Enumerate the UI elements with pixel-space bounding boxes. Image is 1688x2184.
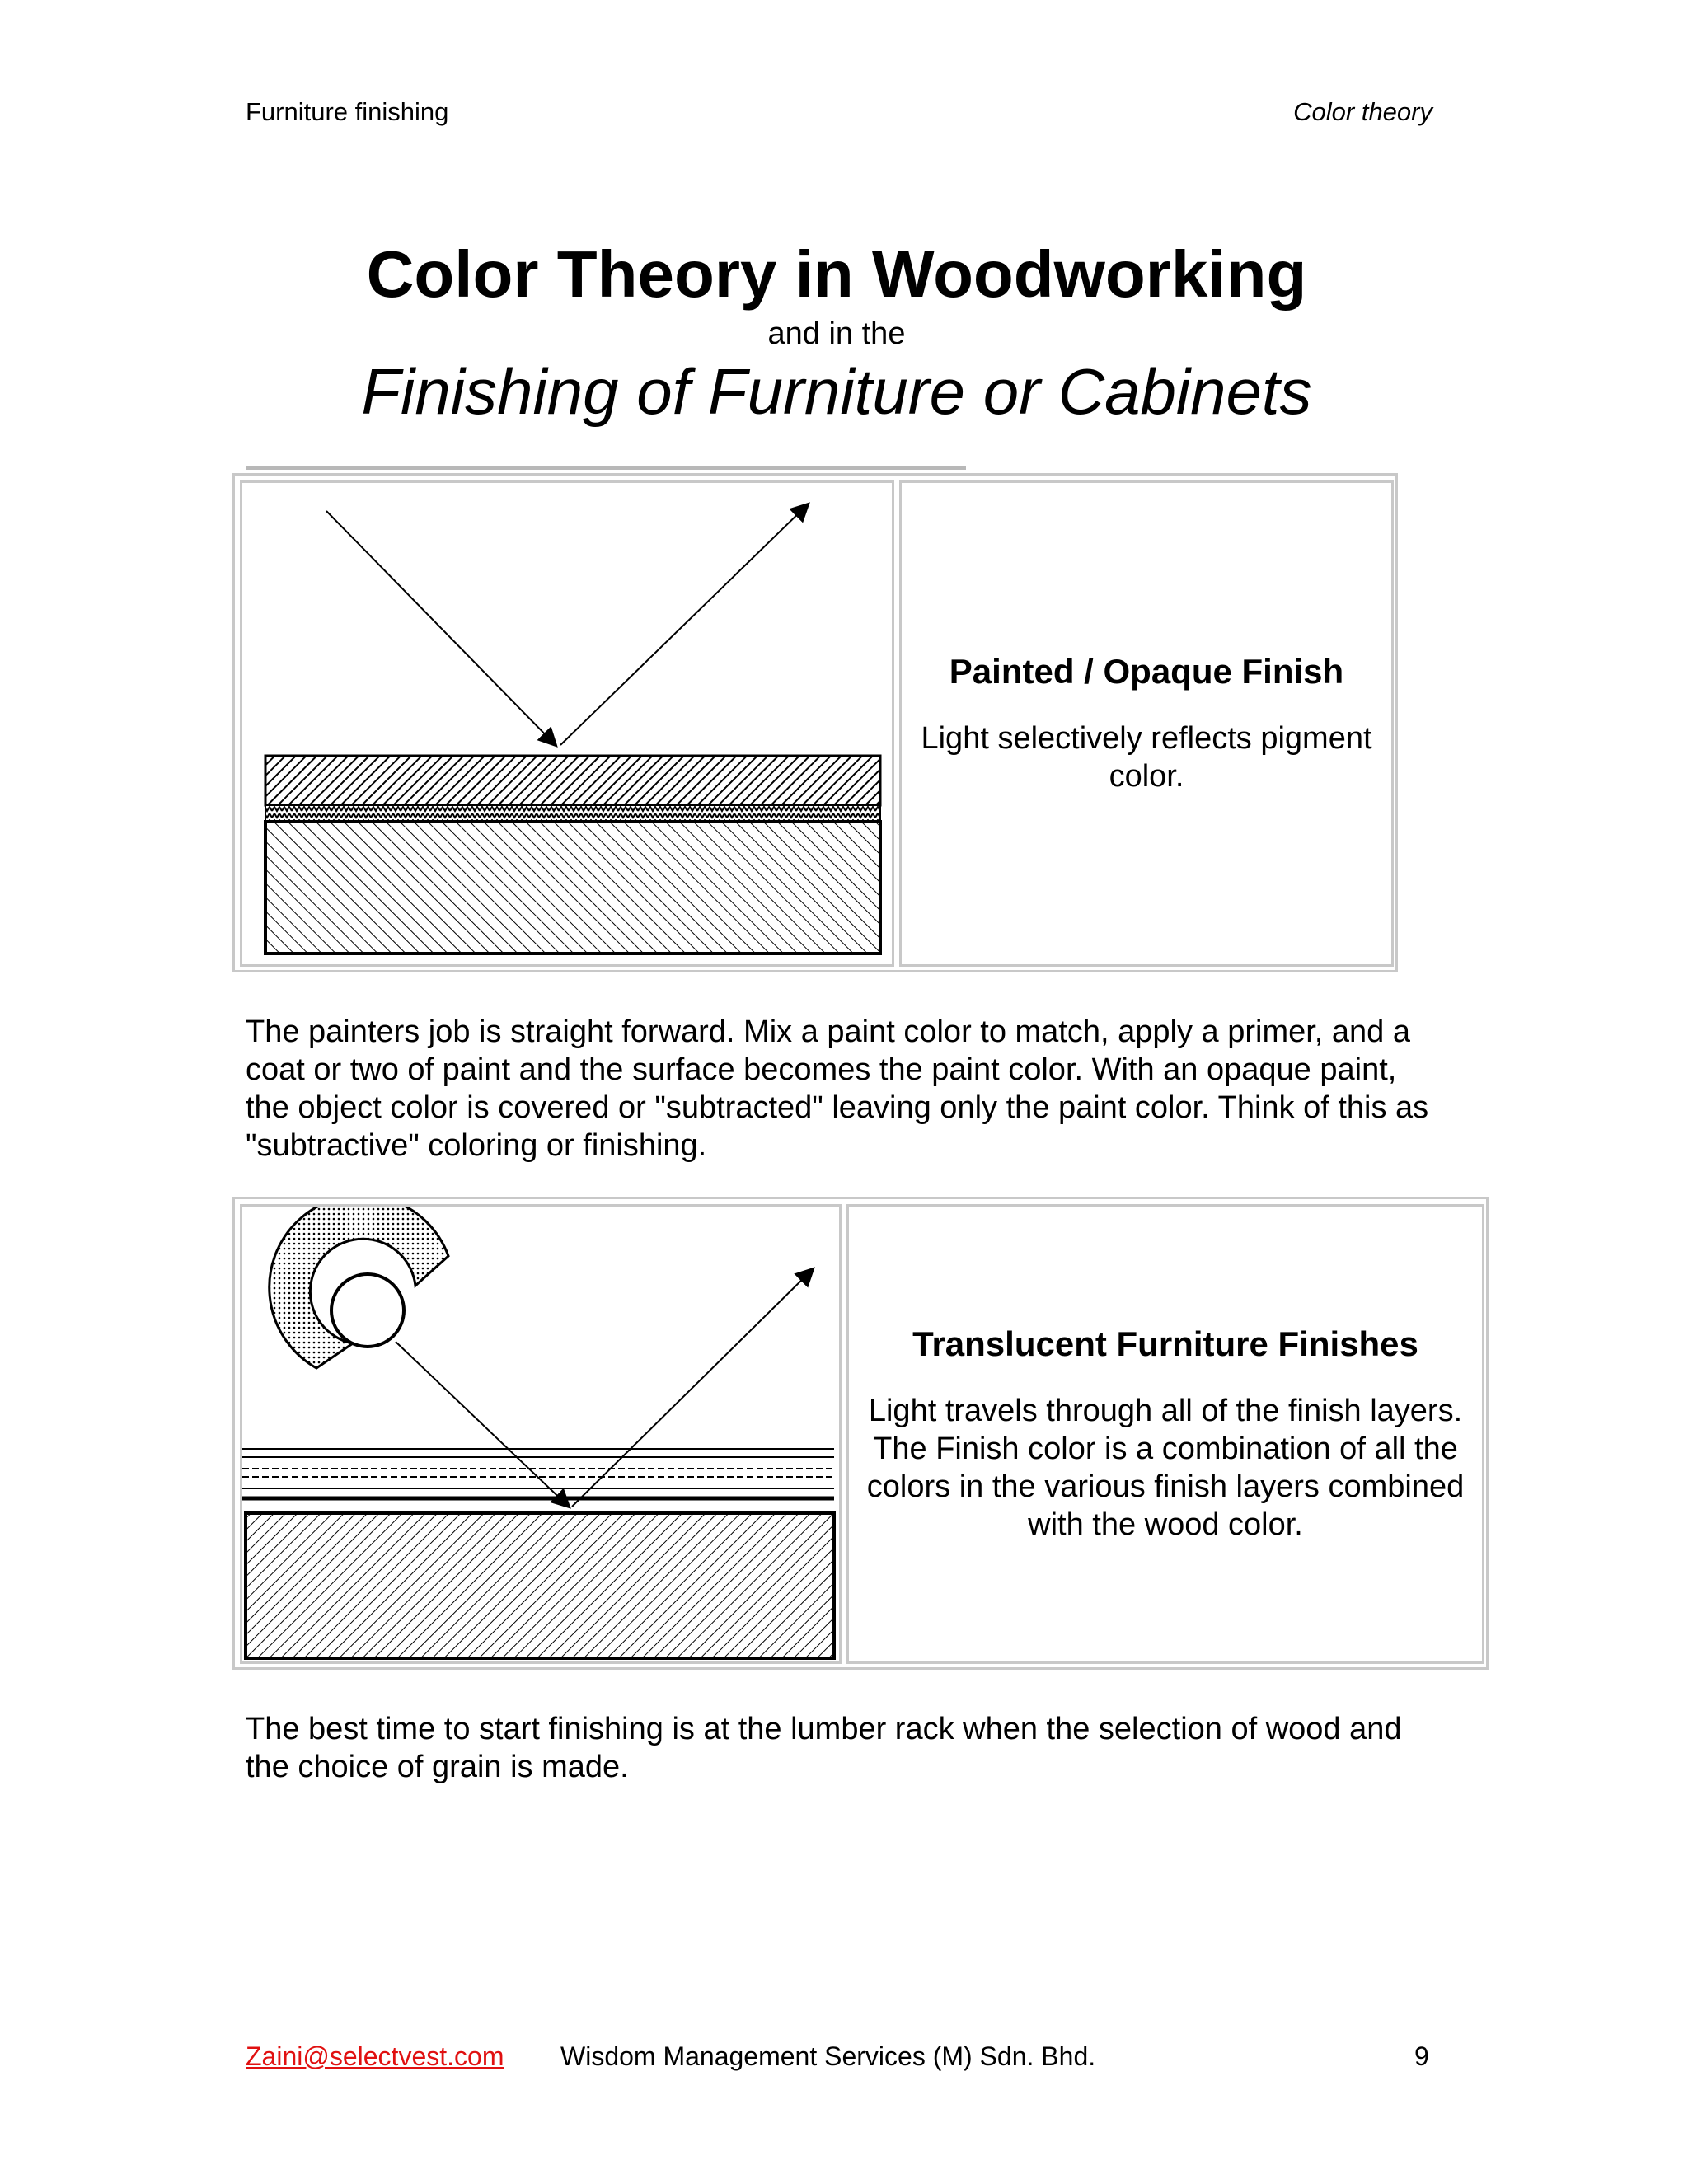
translucent-diagram-cell <box>240 1204 842 1664</box>
reflected-ray <box>572 1269 813 1507</box>
translucent-finish-title: Translucent Furniture Finishes <box>912 1324 1418 1363</box>
page-number: 9 <box>1414 2041 1429 2071</box>
running-header-left: Furniture finishing <box>246 97 449 126</box>
opaque-diagram-cell <box>240 480 894 967</box>
title-divider <box>246 466 966 470</box>
translucent-finish-body: Light travels through all of the finish layers. The Finish color is a combination of all the colors in the various finish layers combined with the wood color. <box>866 1394 1465 1542</box>
translucent-text-cell <box>846 1204 1484 1664</box>
running-header-right: Color theory <box>1293 97 1432 126</box>
opaque-finish-body: Light selectively reflects pigment color. <box>921 721 1372 794</box>
wood-substrate <box>265 822 880 954</box>
wood-substrate <box>246 1513 834 1658</box>
translucent-finish-table <box>232 1197 1489 1670</box>
reflected-ray <box>560 504 808 745</box>
opaque-finish-title: Painted / Opaque Finish <box>949 652 1344 691</box>
footer-email-link[interactable]: Zaini@selectvest.com <box>246 2041 504 2071</box>
opaque-finish-table <box>232 473 1398 972</box>
incident-ray <box>326 511 556 745</box>
paragraph-subtractive: The painters job is straight forward. Mix a paint color to match, apply a primer, and a coat or two of paint and the surface becomes the paint color. With an opaque paint, the object color is covered or "subtracted" leaving only the paint color. Think of this as "subtractive" coloring or finishing. <box>246 1015 1429 1163</box>
footer-organization: Wisdom Management Services (M) Sdn. Bhd. <box>560 2041 1096 2071</box>
incident-ray <box>396 1342 569 1507</box>
page-title-italic: Finishing of Furniture or Cabinets <box>361 355 1312 428</box>
primer-layer <box>265 805 880 822</box>
translucent-finish-diagram <box>242 1207 839 1661</box>
page-subtitle: and in the <box>767 316 906 351</box>
paint-layer <box>265 756 880 805</box>
opaque-text-cell <box>899 480 1394 967</box>
paragraph-lumber-rack: The best time to start finishing is at the lumber rack when the selection of wood and the choice of grain is made. <box>246 1712 1402 1784</box>
opaque-finish-diagram <box>242 483 892 964</box>
page-title: Color Theory in Woodworking <box>366 237 1307 311</box>
light-source <box>331 1274 404 1347</box>
